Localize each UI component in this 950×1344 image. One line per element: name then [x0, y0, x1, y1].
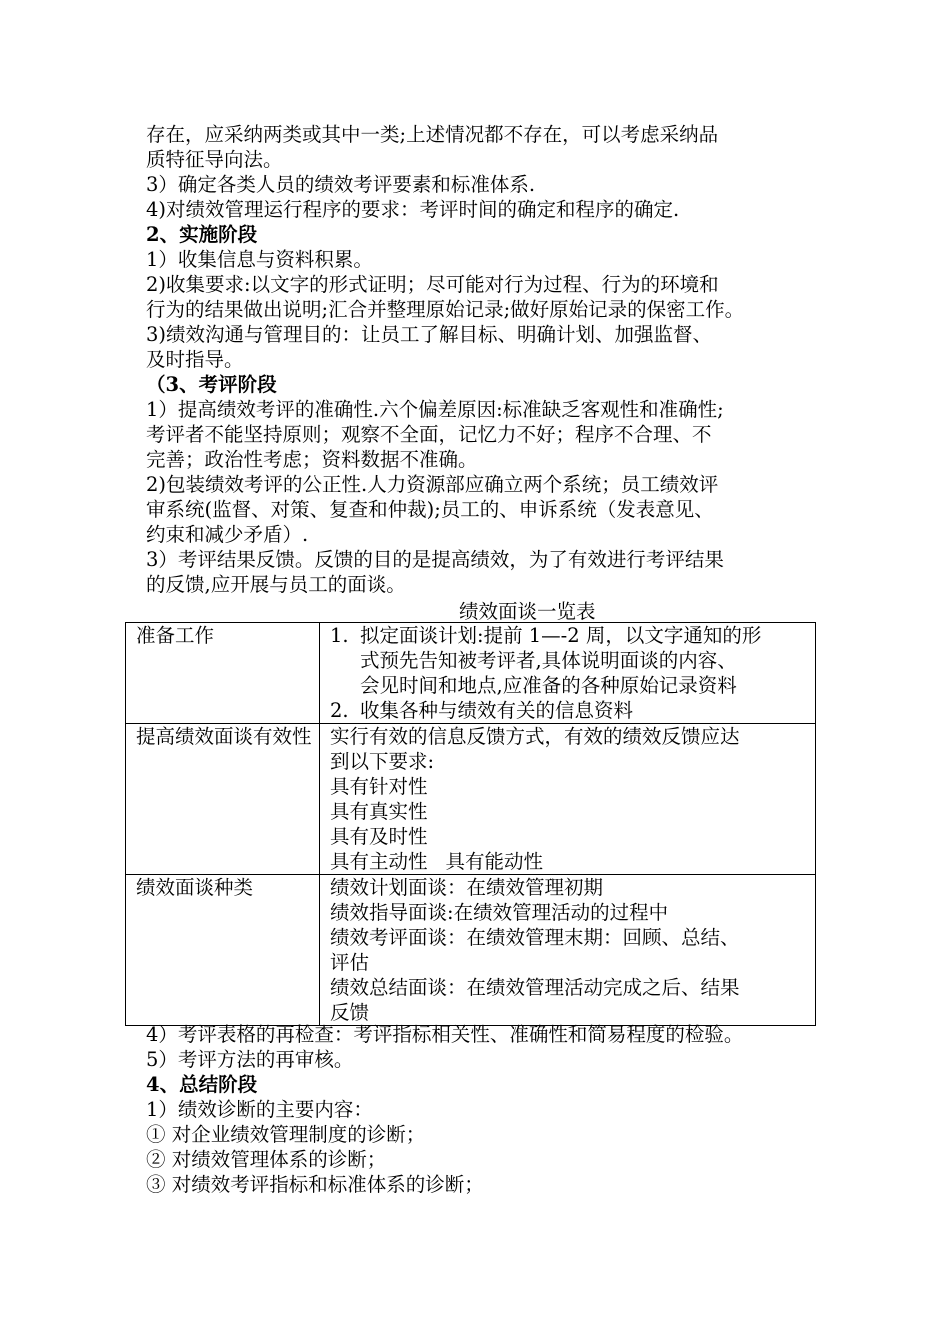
section-heading-evaluation: （3、考评阶段	[146, 373, 277, 396]
cell-text-line: 具有真实性	[330, 800, 428, 823]
table-row-content	[320, 724, 816, 875]
body-text-line: ② 对绩效管理体系的诊断；	[146, 1148, 387, 1171]
body-text-line: 1）收集信息与资料积累。	[146, 248, 373, 271]
table-caption: 绩效面谈一览表	[459, 600, 596, 623]
body-text-line: 1）提高绩效考评的准确性.六个偏差原因:标准缺乏客观性和准确性;	[146, 398, 724, 421]
body-text-line: ③ 对绩效考评指标和标准体系的诊断；	[146, 1173, 484, 1196]
cell-text-line: 实行有效的信息反馈方式，有效的绩效反馈应达	[330, 725, 740, 748]
interview-table	[125, 622, 816, 1026]
cell-text-line: 绩效考评面谈：在绩效管理末期：回顾、总结、	[330, 926, 740, 949]
item-text-line: 式预先告知被考评者,具体说明面谈的内容、	[360, 649, 737, 672]
body-text-line: 的反馈,应开展与员工的面谈。	[146, 573, 406, 596]
item-text-line: 拟定面谈计划:提前 1—-2 周，以文字通知的形	[360, 624, 762, 647]
cell-text-line: 评估	[330, 951, 370, 974]
body-text-line: 审系统(监督、对策、复查和仲裁);员工的、申诉系统（发表意见、	[146, 498, 714, 521]
item-number: 2.	[330, 699, 349, 722]
body-text-line: 1）绩效诊断的主要内容：	[146, 1098, 373, 1121]
numbered-item	[330, 698, 809, 723]
body-text-line: 行为的结果做出说明;汇合并整理原始记录;做好原始记录的保密工作。	[146, 298, 745, 321]
numbered-item	[330, 623, 809, 698]
cell-text-line: 绩效总结面谈：在绩效管理活动完成之后、结果	[330, 976, 740, 999]
body-text-line: 考评者不能坚持原则；观察不全面，记忆力不好；程序不合理、不	[146, 423, 712, 446]
body-text-line: 4）考评表格的再检查：考评指标相关性、准确性和简易程度的检验。	[146, 1023, 744, 1046]
cell-text-line: 具有针对性	[330, 775, 428, 798]
body-text-line: 存在，应采纳两类或其中一类;上述情况都不存在，可以考虑采纳品	[146, 123, 719, 146]
table-row-content	[320, 875, 816, 1026]
body-text-line: 2)包装绩效考评的公正性.人力资源部应确立两个系统；员工绩效评	[146, 473, 719, 496]
table-row-label: 提高绩效面谈有效性	[126, 724, 320, 875]
cell-text-line: 具有能动性	[445, 850, 544, 873]
body-text-line: 及时指导。	[146, 348, 244, 371]
body-text-line: 约束和减少矛盾）.	[146, 523, 309, 546]
section-heading-implementation: 2、实施阶段	[146, 223, 258, 246]
item-text-line: 会见时间和地点,应准备的各种原始记录资料	[360, 674, 737, 697]
body-text-line: 完善；政治性考虑；资料数据不准确。	[146, 448, 478, 471]
item-number: 1.	[330, 624, 349, 647]
cell-text-line: 绩效计划面谈：在绩效管理初期	[330, 876, 604, 899]
table-row-label: 准备工作	[126, 623, 320, 724]
body-text-line: 2)收集要求:以文字的形式证明；尽可能对行为过程、行为的环境和	[146, 273, 719, 296]
body-text-line: 4)对绩效管理运行程序的要求：考评时间的确定和程序的确定.	[146, 198, 680, 221]
body-text-line: 3）确定各类人员的绩效考评要素和标准体系.	[146, 173, 536, 196]
item-text-line: 收集各种与绩效有关的信息资料	[360, 699, 634, 722]
cell-text-line: 具有主动性	[330, 850, 428, 873]
cell-text-line: 绩效指导面谈:在绩效管理活动的过程中	[330, 901, 669, 924]
body-text-line: ① 对企业绩效管理制度的诊断；	[146, 1123, 426, 1146]
section-heading-summary: 4、总结阶段	[146, 1073, 258, 1096]
table-row	[126, 875, 816, 1026]
cell-text-line: 到以下要求:	[330, 750, 435, 773]
body-text-line: 5）考评方法的再审核。	[146, 1048, 354, 1071]
table-row	[126, 724, 816, 875]
table-row	[126, 623, 816, 724]
body-text-line: 3)绩效沟通与管理目的：让员工了解目标、明确计划、加强监督、	[146, 323, 713, 346]
table-row-content	[320, 623, 816, 724]
body-text-line: 3）考评结果反馈。反馈的目的是提高绩效，为了有效进行考评结果	[146, 548, 724, 571]
body-text-line: 质特征导向法。	[146, 148, 283, 171]
cell-text-line: 具有及时性	[330, 825, 428, 848]
table-row-label: 绩效面谈种类	[126, 875, 320, 1026]
cell-text-line: 反馈	[330, 1001, 370, 1024]
